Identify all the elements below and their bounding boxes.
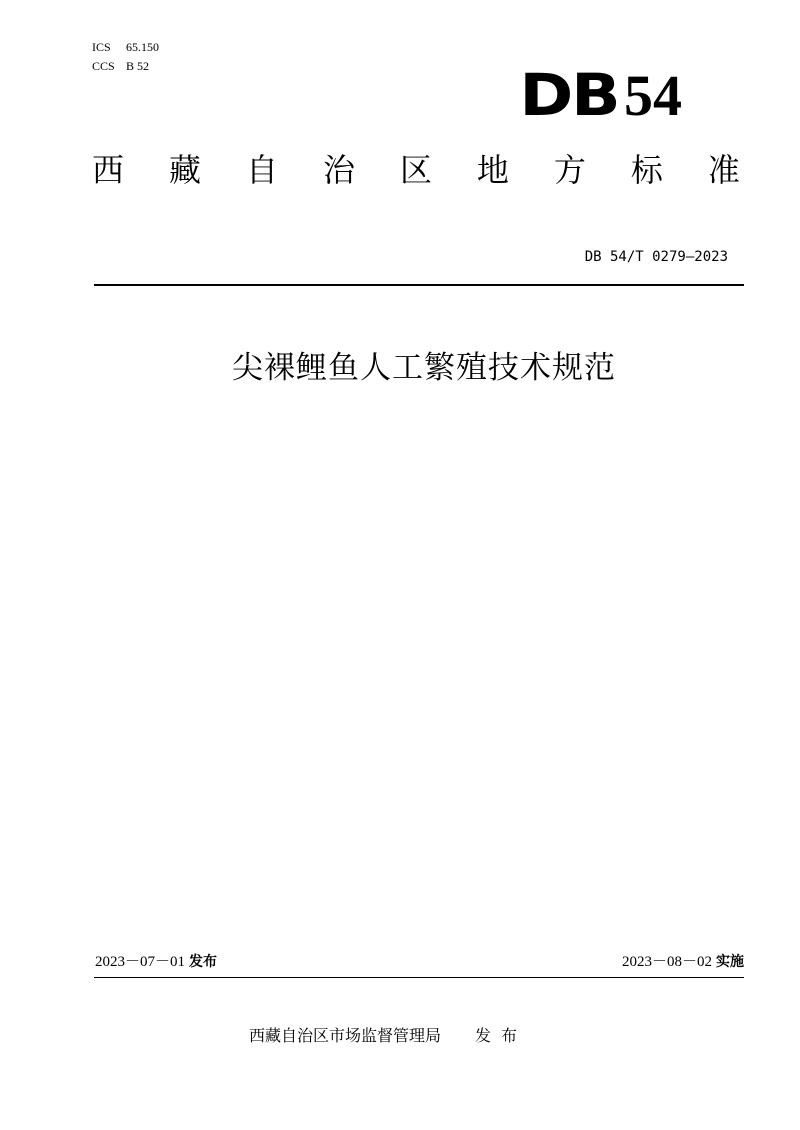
authority-title-char: 藏 [168,151,201,189]
ics-label: ICS [92,40,111,54]
db-logo [519,61,682,129]
issue-date [95,953,217,971]
authority-title-char: 准 [707,151,740,189]
ccs-value: B 52 [126,59,150,73]
issue-date-value: 2023－07－01 [95,954,186,970]
publisher [249,1026,527,1046]
authority-title-char: 方 [553,151,586,189]
top-divider [94,284,744,286]
ics-line [92,40,159,54]
logo-prefix: DB [519,61,618,129]
implementation-date-value: 2023－08－02 [621,954,712,970]
ccs-line [92,59,149,73]
implementation-date [622,953,744,971]
implementation-date-label: 实施 [716,954,744,970]
authority-title [92,150,740,190]
publisher-action: 发布 [475,1026,528,1045]
issue-date-label: 发布 [189,954,218,970]
authority-title-char: 西 [92,151,125,189]
publisher-name: 西藏自治区市场监督管理局 [249,1026,442,1045]
authority-title-char: 标 [630,151,663,189]
bottom-divider [94,977,744,978]
authority-title-char: 自 [245,151,278,189]
ics-value: 65.150 [126,40,159,54]
authority-title-char: 地 [476,151,509,189]
authority-title-char: 治 [322,151,355,189]
standard-code: DB 54/T 0279—2023 [584,249,728,265]
logo-number: 54 [624,63,682,128]
document-title: 尖裸鲤鱼人工繁殖技术规范 [232,350,616,386]
authority-title-char: 区 [399,151,432,189]
ccs-label: CCS [92,59,115,73]
